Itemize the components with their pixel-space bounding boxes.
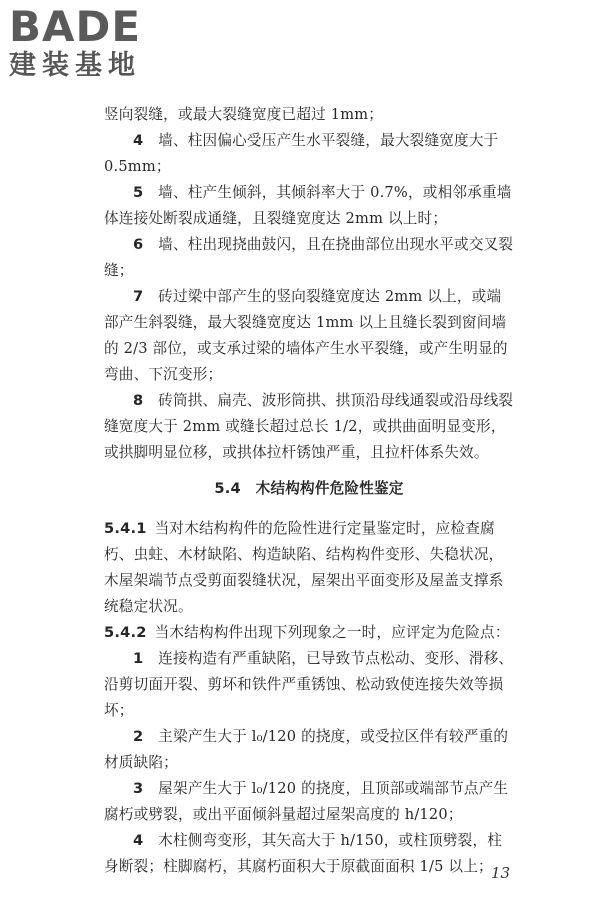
list-item-8	[104, 388, 514, 466]
item-number: 3	[133, 780, 144, 797]
brand-logo	[9, 4, 141, 81]
page-number: 13	[491, 864, 511, 882]
list-item-5	[104, 180, 514, 232]
item-number: 8	[133, 392, 144, 409]
item-text: 墙、柱产生倾斜，其倾斜率大于 0.7%，或相邻承重墙体连接处断裂成通缝，且裂缝宽度达 2mm 以上时；	[104, 184, 512, 227]
sub-item-4	[104, 828, 514, 880]
sub-item-3	[104, 776, 514, 828]
item-number: 4	[133, 132, 144, 149]
logo-wordmark: BADE	[9, 2, 142, 51]
section-heading: 5.4 木结构构件危险性鉴定	[214, 480, 404, 497]
paragraph-continued: 竖向裂缝，或最大裂缝宽度已超过 1mm；	[104, 106, 384, 123]
clause-5-4-2	[104, 620, 514, 646]
clause-text: 当对木结构构件的危险性进行定量鉴定时，应检查腐朽、虫蛀、木材缺陷、构造缺陷、结构构件变形、失稳状况，木屋架端节点受剪面裂缝状况，屋架出平面变形及屋盖支撑系统稳定状况。	[104, 520, 504, 615]
item-number: 5	[133, 184, 144, 201]
item-text: 墙、柱出现挠曲鼓闪，且在挠曲部位出现水平或交叉裂缝；	[104, 236, 514, 279]
sub-item-1	[104, 646, 514, 724]
item-text: 墙、柱因偏心受压产生水平裂缝，最大裂缝宽度大于 0.5mm；	[104, 132, 499, 175]
clause-text: 当木结构构件出现下列现象之一时，应评定为危险点：	[154, 624, 510, 641]
item-text: 砖过梁中部产生的竖向裂缝宽度达 2mm 以上，或端部产生斜裂缝，最大裂缝宽度达 1mm 以上且缝长裂到窗间墙的 2/3 部位，或支承过梁的墙体产生水平裂缝，或产生明显的弯曲、下沉变形；	[104, 288, 508, 383]
sub-item-2	[104, 724, 514, 776]
item-text: 木柱侧弯变形，其矢高大于 h/150，或柱顶劈裂，柱身断裂；柱脚腐朽，其腐朽面积大于原截面面积 1/5 以上；	[104, 832, 503, 875]
logo-subtitle: 建装基地	[9, 50, 141, 81]
item-text: 主梁产生大于 l₀/120 的挠度，或受拉区伴有较严重的材质缺陷；	[104, 728, 509, 771]
item-text: 砖筒拱、扁壳、波形筒拱、拱顶沿母线通裂或沿母线裂缝宽度大于 2mm 或缝长超过总长 1/2，或拱曲面明显变形，或拱脚明显位移，或拱体拉杆锈蚀严重，且拉杆体系失效。	[104, 392, 514, 461]
list-item-4	[104, 128, 514, 180]
item-number: 4	[133, 832, 144, 849]
item-number: 2	[133, 728, 144, 745]
document-body	[104, 102, 514, 880]
list-item-6	[104, 232, 514, 284]
item-number: 1	[133, 650, 144, 667]
item-text: 屋架产生大于 l₀/120 的挠度，且顶部或端部节点产生腐朽或劈裂，或出平面倾斜量超过屋架高度的 h/120；	[104, 780, 509, 823]
list-item-7	[104, 284, 514, 388]
item-text: 连接构造有严重缺陷，已导致节点松动、变形、滑移、沿剪切面开裂、剪坏和铁件严重锈蚀、松动致使连接失效等损坏；	[104, 650, 514, 719]
clause-number: 5.4.1	[104, 520, 147, 537]
item-number: 6	[133, 236, 144, 253]
item-number: 7	[133, 288, 144, 305]
clause-number: 5.4.2	[104, 624, 147, 641]
clause-5-4-1	[104, 516, 514, 620]
